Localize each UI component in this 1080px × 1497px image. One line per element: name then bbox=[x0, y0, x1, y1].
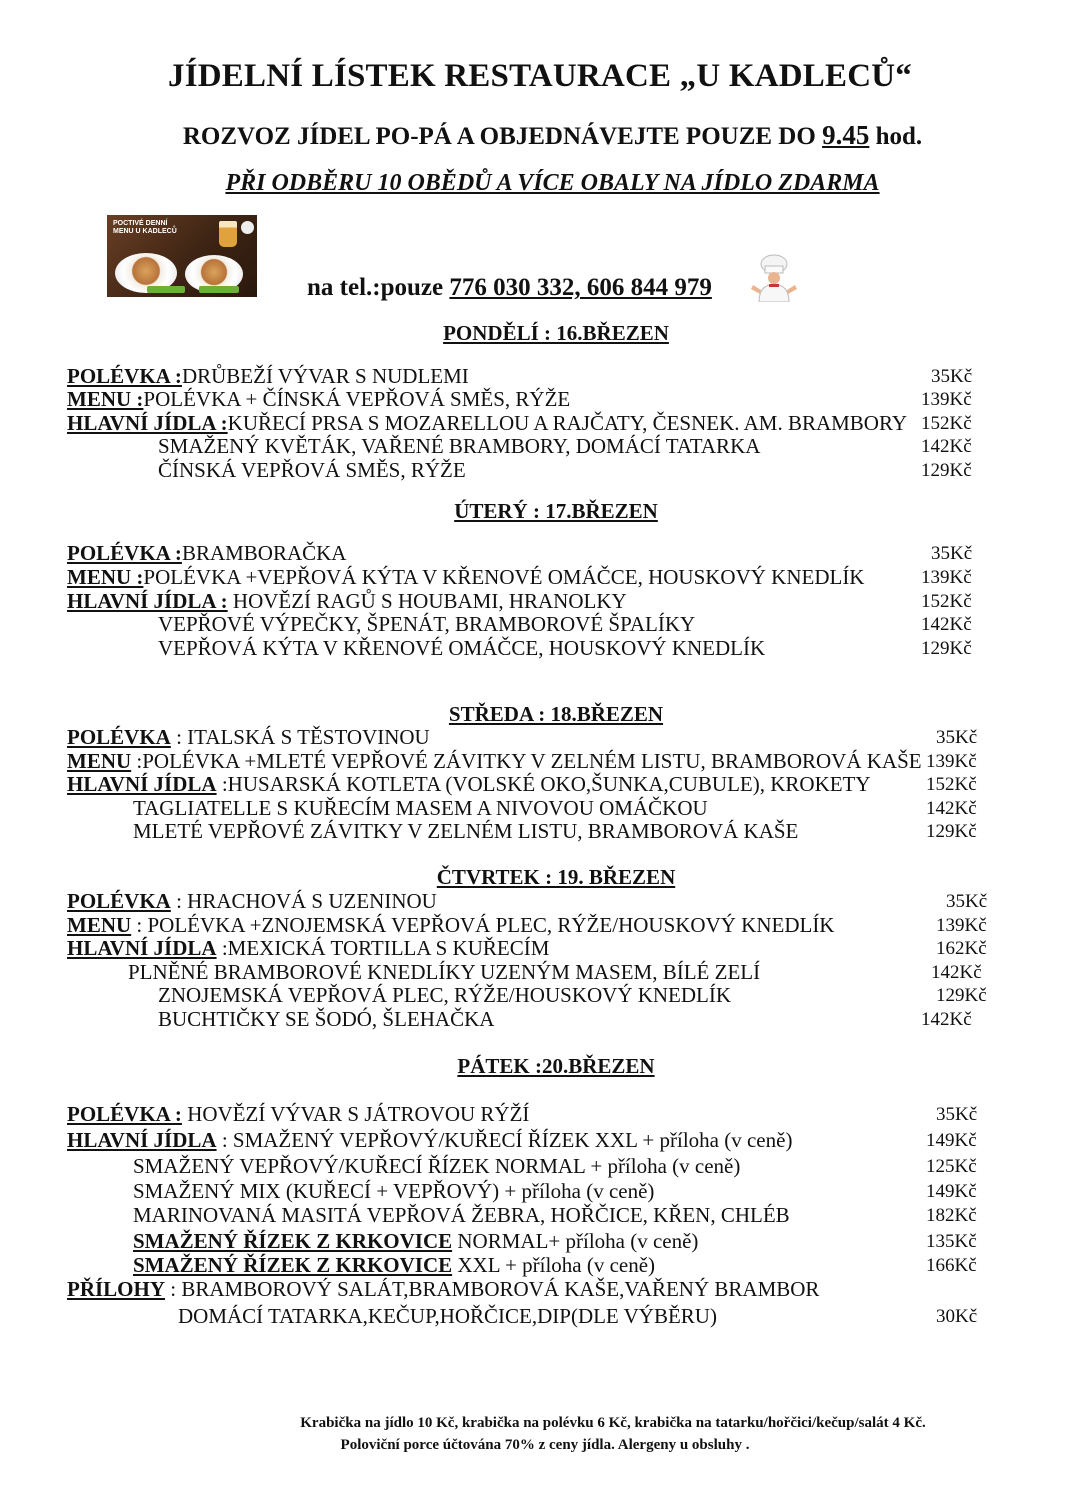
tuesday-main-price: 152Kč bbox=[921, 591, 972, 612]
promo-badge bbox=[147, 286, 185, 293]
friday-soup: POLÉVKA : HOVĚZÍ VÝVAR S JÁTROVOU RÝŽÍ bbox=[67, 1102, 530, 1126]
footer-portion-note: Poloviční porce účtována 70% z ceny jídla. Alergeny u obsluhy . bbox=[340, 1437, 750, 1453]
friday-sides-price: 30Kč bbox=[936, 1306, 978, 1327]
phone-line: na tel.:pouze 776 030 332, 606 844 979 bbox=[307, 274, 712, 301]
logo-icon bbox=[241, 221, 254, 234]
monday-menu-price: 139Kč bbox=[921, 389, 972, 410]
day-heading-friday: PÁTEK :20.BŘEZEN bbox=[457, 1054, 655, 1078]
monday-menu: MENU :POLÉVKA + ČÍNSKÁ VEPŘOVÁ SMĚS, RÝŽE bbox=[67, 387, 571, 411]
thursday-dish-3: ZNOJEMSKÁ VEPŘOVÁ PLEC, RÝŽE/HOUSKOVÝ KNEDLÍK bbox=[158, 983, 732, 1007]
friday-main-price: 149Kč bbox=[926, 1130, 977, 1151]
thursday-dish-2: PLNĚNÉ BRAMBOROVÉ KNEDLÍKY UZENÝM MASEM, BÍLÉ ZELÍ bbox=[128, 960, 761, 984]
thursday-soup-price: 35Kč bbox=[946, 891, 988, 912]
phone-numbers[interactable]: 776 030 332, 606 844 979 bbox=[449, 274, 712, 301]
monday-dish-2-price: 142Kč bbox=[921, 436, 972, 457]
thursday-dish-2-price: 142Kč bbox=[931, 962, 982, 983]
promo-text: POCTIVÉ DENNÍ MENU U KADLECŮ bbox=[113, 220, 177, 235]
tuesday-soup-price: 35Kč bbox=[931, 543, 973, 564]
monday-dish-3: ČÍNSKÁ VEPŘOVÁ SMĚS, RÝŽE bbox=[158, 458, 466, 482]
beer-glass-icon bbox=[219, 221, 237, 247]
wednesday-main: HLAVNÍ JÍDLA :HUSARSKÁ KOTLETA (VOLSKÉ OKO,ŠUNKA,CUBULE), KROKETY bbox=[67, 772, 871, 796]
thursday-main-price: 162Kč bbox=[936, 938, 987, 959]
day-heading-wednesday: STŘEDA : 18.BŘEZEN bbox=[448, 702, 664, 726]
thursday-menu: MENU : POLÉVKA +ZNOJEMSKÁ VEPŘOVÁ PLEC, RÝŽE/HOUSKOVÝ KNEDLÍK bbox=[67, 913, 835, 937]
tuesday-dish-3: VEPŘOVÁ KÝTA V KŘENOVÉ OMÁČCE, HOUSKOVÝ KNEDLÍK bbox=[158, 636, 766, 660]
footer-packaging-prices: Krabička na jídlo 10 Kč, krabička na polévku 6 Kč, krabička na tatarku/hořčici/kečup/salát 4 Kč. bbox=[300, 1415, 926, 1431]
wednesday-menu: MENU :POLÉVKA +MLETÉ VEPŘOVÉ ZÁVITKY V ZELNÉM LISTU, BRAMBOROVÁ KAŠE bbox=[67, 749, 922, 773]
friday-dish-3-price: 149Kč bbox=[926, 1181, 977, 1202]
monday-main-price: 152Kč bbox=[921, 413, 972, 434]
monday-soup: POLÉVKA :DRŮBEŽÍ VÝVAR S NUDLEMI bbox=[67, 364, 469, 388]
monday-dish-3-price: 129Kč bbox=[921, 460, 972, 481]
promo-badge bbox=[199, 286, 239, 293]
monday-main: HLAVNÍ JÍDLA :KUŘECÍ PRSA S MOZARELLOU A RAJČATY, ČESNEK. AM. BRAMBORY bbox=[67, 411, 907, 435]
wednesday-menu-price: 139Kč bbox=[926, 751, 977, 772]
chef-icon bbox=[745, 252, 803, 302]
friday-dish-2-price: 125Kč bbox=[926, 1156, 977, 1177]
wednesday-dish-3: MLETÉ VEPŘOVÉ ZÁVITKY V ZELNÉM LISTU, BRAMBOROVÁ KAŠE bbox=[133, 819, 799, 843]
tuesday-soup: POLÉVKA :BRAMBORAČKA bbox=[67, 541, 347, 565]
monday-dish-2: SMAŽENÝ KVĚTÁK, VAŘENÉ BRAMBORY, DOMÁCÍ TATARKA bbox=[158, 434, 761, 458]
thursday-main: HLAVNÍ JÍDLA :MEXICKÁ TORTILLA S KUŘECÍM bbox=[67, 936, 550, 960]
thursday-menu-price: 139Kč bbox=[936, 915, 987, 936]
friday-dish-6: SMAŽENÝ ŘÍZEK Z KRKOVICE XXL + příloha (v ceně) bbox=[133, 1253, 656, 1277]
wednesday-dish-3-price: 129Kč bbox=[926, 821, 977, 842]
monday-soup-price: 35Kč bbox=[931, 366, 973, 387]
day-heading-tuesday: ÚTERÝ : 17.BŘEZEN bbox=[454, 499, 658, 523]
tuesday-main: HLAVNÍ JÍDLA : HOVĚZÍ RAGŮ S HOUBAMI, HRANOLKY bbox=[67, 589, 627, 613]
tuesday-menu-price: 139Kč bbox=[921, 567, 972, 588]
friday-dish-4: MARINOVANÁ MASITÁ VEPŘOVÁ ŽEBRA, HOŘČICE, KŘEN, CHLÉB bbox=[133, 1203, 790, 1227]
tuesday-dish-3-price: 129Kč bbox=[921, 638, 972, 659]
friday-dish-3: SMAŽENÝ MIX (KUŘECÍ + VEPŘOVÝ) + příloha (v ceně) bbox=[133, 1179, 655, 1203]
friday-sides: PŘÍLOHY : BRAMBOROVÝ SALÁT,BRAMBOROVÁ KAŠE,VAŘENÝ BRAMBOR bbox=[67, 1277, 820, 1301]
wednesday-dish-2-price: 142Kč bbox=[926, 798, 977, 819]
daily-menu-promo-image bbox=[107, 215, 257, 297]
friday-dish-2: SMAŽENÝ VEPŘOVÝ/KUŘECÍ ŘÍZEK NORMAL + příloha (v ceně) bbox=[133, 1154, 741, 1178]
wednesday-soup: POLÉVKA : ITALSKÁ S TĚSTOVINOU bbox=[67, 725, 430, 749]
thursday-dish-4-price: 142Kč bbox=[921, 1009, 972, 1030]
packaging-offer: PŘI ODBĚRU 10 OBĚDŮ A VÍCE OBALY NA JÍDLO ZDARMA bbox=[225, 170, 880, 196]
friday-dish-5-price: 135Kč bbox=[926, 1231, 977, 1252]
thursday-dish-4: BUCHTIČKY SE ŠODÓ, ŠLEHAČKA bbox=[158, 1007, 495, 1031]
friday-dish-5: SMAŽENÝ ŘÍZEK Z KRKOVICE NORMAL+ příloha (v ceně) bbox=[133, 1229, 699, 1253]
tuesday-dish-2-price: 142Kč bbox=[921, 614, 972, 635]
wednesday-soup-price: 35Kč bbox=[936, 727, 978, 748]
day-heading-thursday: ČTVRTEK : 19. BŘEZEN bbox=[436, 865, 676, 889]
tuesday-dish-2: VEPŘOVÉ VÝPEČKY, ŠPENÁT, BRAMBOROVÉ ŠPALÍKY bbox=[158, 612, 696, 636]
friday-soup-price: 35Kč bbox=[936, 1104, 978, 1125]
day-heading-monday: PONDĚLÍ : 16.BŘEZEN bbox=[443, 321, 669, 345]
page-title: JÍDELNÍ LÍSTEK RESTAURACE „U KADLECŮ“ bbox=[168, 58, 912, 94]
wednesday-dish-2: TAGLIATELLE S KUŘECÍM MASEM A NIVOVOU OMÁČKOU bbox=[133, 796, 708, 820]
thursday-dish-3-price: 129Kč bbox=[936, 985, 987, 1006]
tuesday-menu: MENU :POLÉVKA +VEPŘOVÁ KÝTA V KŘENOVÉ OMÁČCE, HOUSKOVÝ KNEDLÍK bbox=[67, 565, 865, 589]
wednesday-main-price: 152Kč bbox=[926, 774, 977, 795]
friday-dish-4-price: 182Kč bbox=[926, 1205, 977, 1226]
delivery-info: ROZVOZ JÍDEL PO-PÁ A OBJEDNÁVEJTE POUZE DO 9.45 hod. bbox=[182, 120, 923, 150]
friday-sides-2: DOMÁCÍ TATARKA,KEČUP,HOŘČICE,DIP(DLE VÝBĚRU) bbox=[178, 1304, 717, 1328]
friday-main: HLAVNÍ JÍDLA : SMAŽENÝ VEPŘOVÝ/KUŘECÍ ŘÍZEK XXL + příloha (v ceně) bbox=[67, 1128, 793, 1152]
friday-dish-6-price: 166Kč bbox=[926, 1255, 977, 1276]
order-deadline: 9.45 bbox=[822, 120, 870, 150]
thursday-soup: POLÉVKA : HRACHOVÁ S UZENINOU bbox=[67, 889, 437, 913]
